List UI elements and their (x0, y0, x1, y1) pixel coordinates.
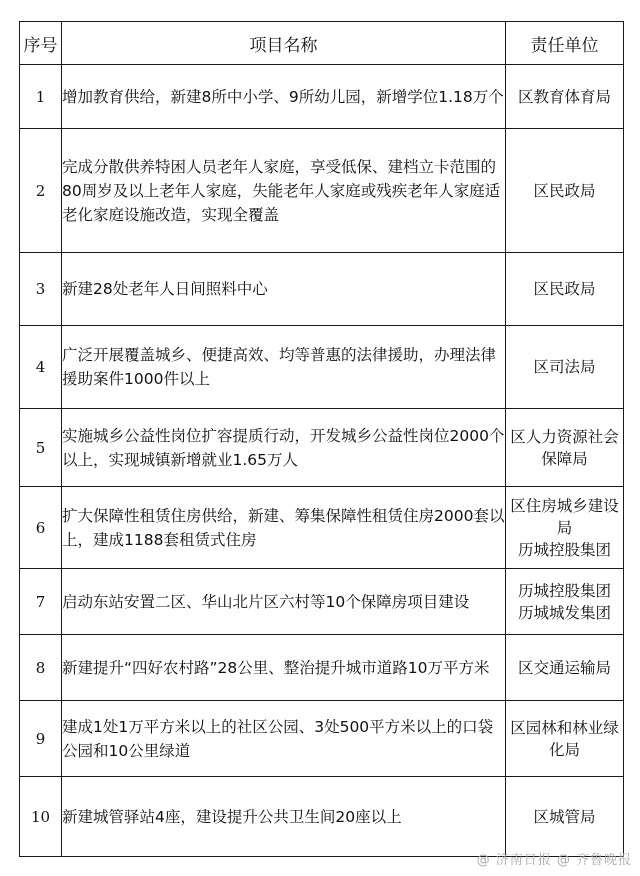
row-project-name: 新建28处老年人日间照料中心 (62, 253, 506, 326)
table-row (20, 253, 624, 326)
project-table (19, 21, 624, 857)
table-row (20, 569, 624, 635)
row-responsible-unit: 区交通运输局 (506, 635, 624, 701)
row-responsible-unit: 区民政局 (506, 253, 624, 326)
header-name: 项目名称 (62, 22, 506, 65)
header-unit: 责任单位 (506, 22, 624, 65)
row-project-name: 广泛开展覆盖城乡、便捷高效、均等普惠的法律援助，办理法律援助案件1000件以上 (62, 326, 506, 409)
row-project-name: 建成1处1万平方米以上的社区公园、3处500平方米以上的口袋公园和10公里绿道 (62, 701, 506, 777)
row-project-name: 扩大保障性租赁住房供给，新建、筹集保障性租赁住房2000套以上，建成1188套租赁式住房 (62, 487, 506, 569)
table-row (20, 701, 624, 777)
row-responsible-unit: 区司法局 (506, 326, 624, 409)
row-responsible-unit: 历城控股集团 历城城发集团 (506, 569, 624, 635)
row-num: 5 (20, 409, 62, 487)
row-num: 3 (20, 253, 62, 326)
row-project-name: 增加教育供给，新建8所中小学、9所幼儿园，新增学位1.18万个 (62, 65, 506, 129)
row-responsible-unit: 区城管局 (506, 777, 624, 857)
row-num: 9 (20, 701, 62, 777)
row-project-name: 实施城乡公益性岗位扩容提质行动，开发城乡公益性岗位2000个以上，实现城镇新增就业1.65万人 (62, 409, 506, 487)
row-num: 7 (20, 569, 62, 635)
row-responsible-unit: 区住房城乡建设局 历城控股集团 (506, 487, 624, 569)
row-responsible-unit: 区人力资源社会保障局 (506, 409, 624, 487)
row-num: 2 (20, 129, 62, 253)
header-num: 序号 (20, 22, 62, 65)
header-row (20, 22, 624, 65)
row-project-name: 完成分散供养特困人员老年人家庭，享受低保、建档立卡范围的80周岁及以上老年人家庭，失能老年人家庭或残疾老年人家庭适老化家庭设施改造，实现全覆盖 (62, 129, 506, 253)
row-project-name: 新建提升“四好农村路”28公里、整治提升城市道路10万平方米 (62, 635, 506, 701)
table-row (20, 65, 624, 129)
watermark: @ 济南日报 @ 齐鲁晚报 (476, 853, 632, 868)
row-num: 10 (20, 777, 62, 857)
row-num: 8 (20, 635, 62, 701)
row-num: 1 (20, 65, 62, 129)
row-num: 6 (20, 487, 62, 569)
row-responsible-unit: 区民政局 (506, 129, 624, 253)
table-row (20, 326, 624, 409)
table-row (20, 487, 624, 569)
row-num: 4 (20, 326, 62, 409)
row-responsible-unit: 区园林和林业绿化局 (506, 701, 624, 777)
row-responsible-unit: 区教育体育局 (506, 65, 624, 129)
table-row (20, 635, 624, 701)
table-row (20, 777, 624, 857)
row-project-name: 新建城管驿站4座，建设提升公共卫生间20座以上 (62, 777, 506, 857)
row-project-name: 启动东站安置二区、华山北片区六村等10个保障房项目建设 (62, 569, 506, 635)
table-row (20, 129, 624, 253)
table-row (20, 409, 624, 487)
